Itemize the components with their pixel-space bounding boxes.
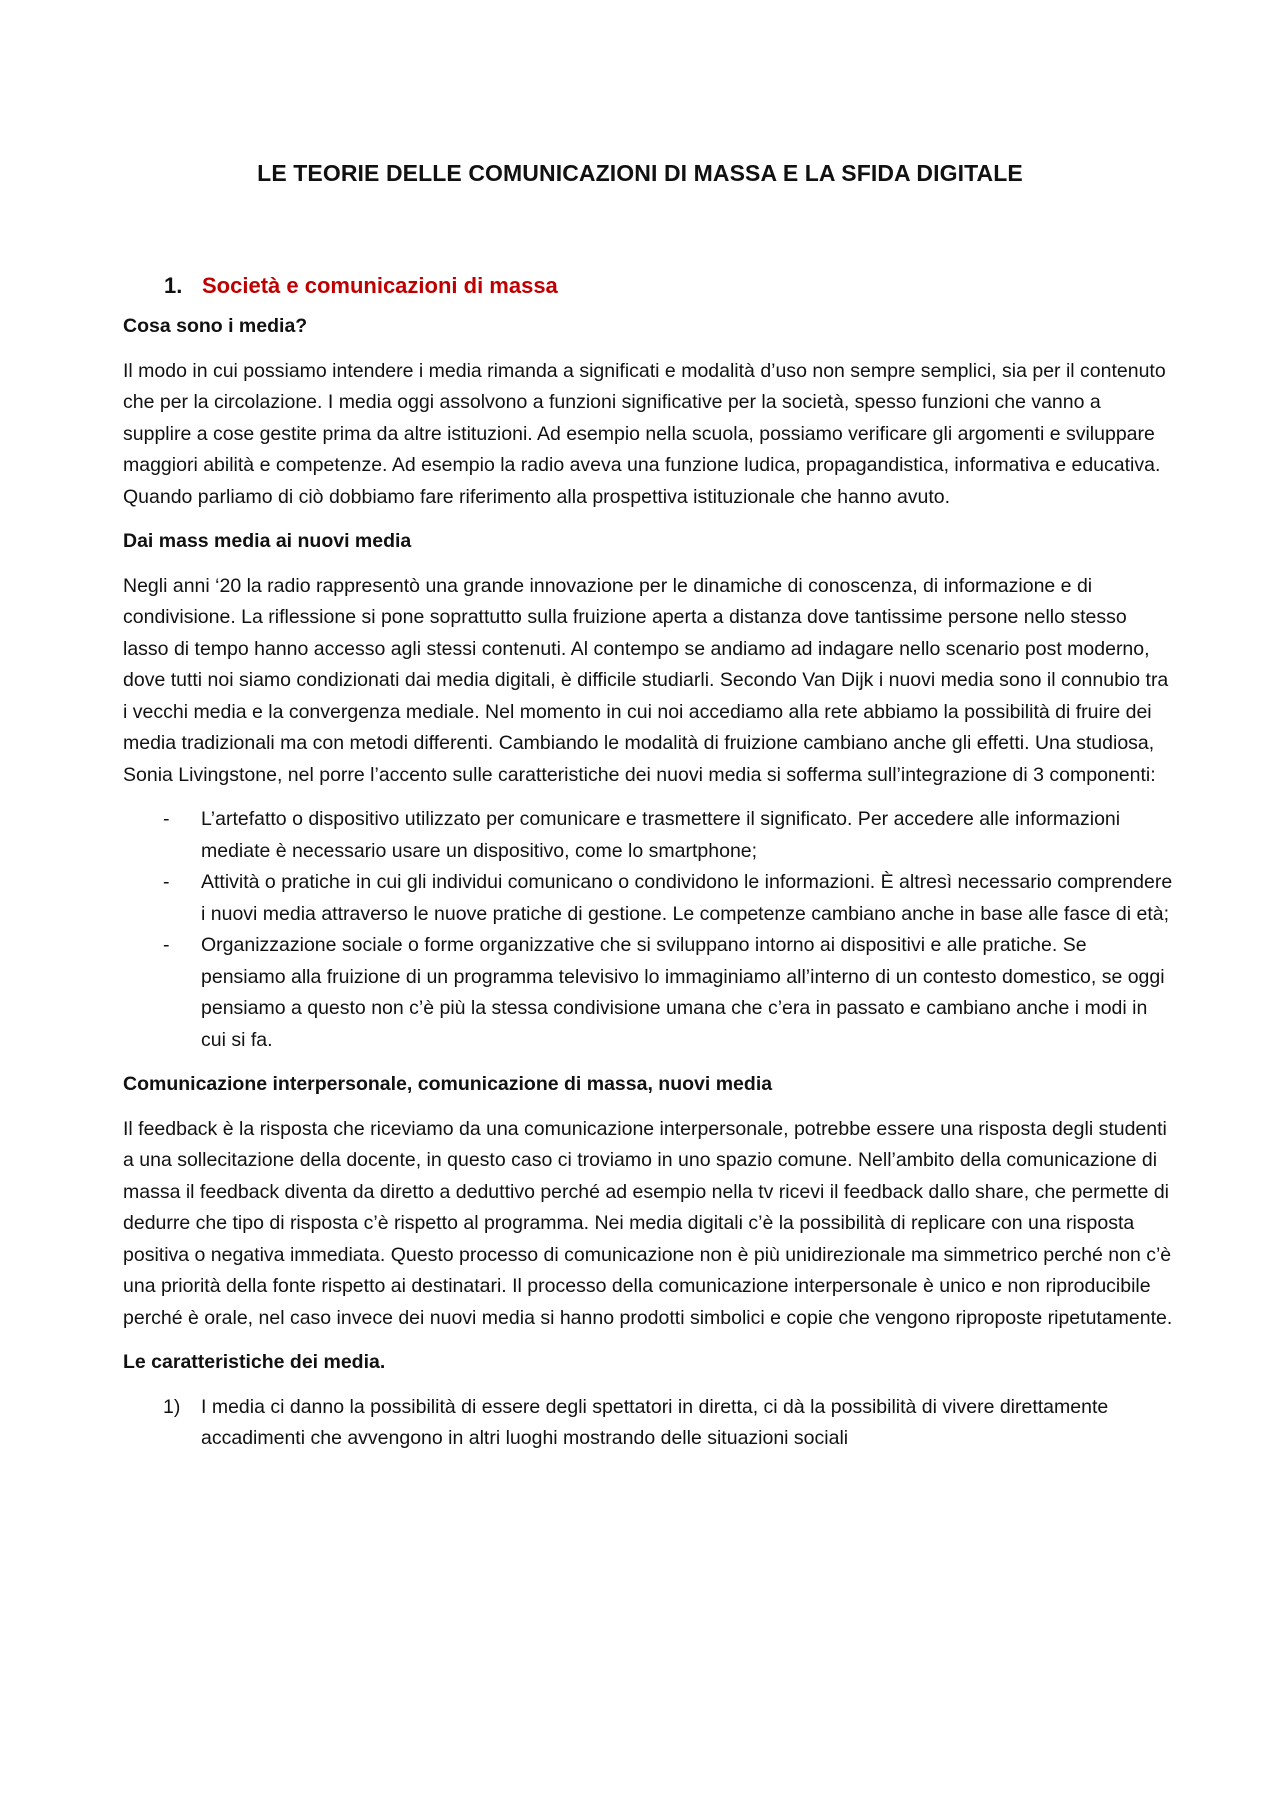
section-number: 1. (164, 273, 183, 298)
bullet-text: Attività o pratiche in cui gli individui comunicano o condividono le informazioni. È altresì necessario comprendere i nuovi media attraverso le nuove pratiche di gestione. Le competenze cambiano anche in base alle fasce di età; (201, 871, 1173, 925)
list-item (123, 930, 1173, 1056)
list-item (123, 867, 1173, 930)
paragraph-feedback: Il feedback è la risposta che riceviamo da una comunicazione interpersonale, potrebbe essere una risposta degli studenti a una sollecitazione della docente, in questo caso ci troviamo in uno spazio comune. Nell’ambito della comunicazione di massa il feedback diventa da diretto a deduttivo perché ad esempio nella tv ricevi il feedback dallo share, che permette di dedurre che tipo di risposta c’è rispetto al programma. Nei media digitali c’è la possibilità di replicare con una risposta positiva o negativa immediata. Questo processo di comunicazione non è più unidirezionale ma simmetrico perché non c’è una priorità della fonte rispetto ai destinatari. Il processo della comunicazione interpersonale è unico e non riproducibile perché è orale, nel caso invece dei nuovi media si hanno prodotti simbolici e copie che vengono riproposte ripetutamente. (123, 1117, 1173, 1329)
paragraph-media-intro: Il modo in cui possiamo intendere i media rimanda a significati e modalità d’uso non sempre semplici, sia per il contenuto che per la circolazione. I media oggi assolvono a funzioni significative per la società, spesso funzioni che vanno a supplire a cose gestite prima da altre istituzioni. Ad esempio nella scuola, possiamo verificare gli argomenti e sviluppare maggiori abilità e competenze. Ad esempio la radio aveva una funzione ludica, propagandistica, informativa e educativa. Quando parliamo di ciò dobbiamo fare riferimento alla prospettiva istituzionale che hanno avuto. (123, 359, 1166, 508)
section-heading (164, 270, 1173, 301)
components-bullet-list (123, 804, 1173, 1056)
bullet-text: L’artefatto o dispositivo utilizzato per comunicare e trasmettere il significato. Per accedere alle informazioni mediate è necessario usare un dispositivo, come lo smartphone; (201, 808, 1121, 862)
subheading-communication-types: Comunicazione interpersonale, comunicazione di massa, nuovi media (123, 1073, 773, 1095)
bullet-marker: - (163, 871, 170, 893)
numbered-text: I media ci danno la possibilità di essere degli spettatori in diretta, ci dà la possibilità di vivere direttamente accadimenti che avvengono in altri luoghi mostrando delle situazioni sociali (201, 1395, 1109, 1449)
subheading-what-are-media: Cosa sono i media? (123, 315, 308, 337)
section-title: Società e comunicazioni di massa (202, 273, 558, 298)
document-body (123, 270, 1173, 1455)
subheading-mass-to-new-media: Dai mass media ai nuovi media (123, 530, 412, 552)
list-item (123, 1392, 1173, 1455)
number-marker: 1) (163, 1395, 181, 1418)
subheading-media-features: Le caratteristiche dei media. (123, 1351, 386, 1373)
list-item (123, 804, 1173, 867)
document-title: LE TEORIE DELLE COMUNICAZIONI DI MASSA E LA SFIDA DIGITALE (257, 160, 1023, 186)
paragraph-mass-to-new-media: Negli anni ‘20 la radio rappresentò una grande innovazione per le dinamiche di conoscenza, di informazione e di condivisione. La riflessione si pone soprattutto sulla fruizione aperta a distanza dove tantissime persone nello stesso lasso di tempo hanno accesso agli stessi contenuti. Al contempo se andiamo ad indagare nello scenario post moderno, dove tutti noi siamo condizionati dai media digitali, è difficile studiarli. Secondo Van Dijk i nuovi media sono il connubio tra i vecchi media e la convergenza mediale. Nel momento in cui noi accediamo alla rete abbiamo la possibilità di fruire dei media tradizionali ma con metodi differenti. Cambiando le modalità di fruizione cambiano anche gli effetti. Una studiosa, Sonia Livingstone, nel porre l’accento sulle caratteristiche dei nuovi media si sofferma sull’integrazione di 3 componenti: (123, 574, 1169, 786)
bullet-marker: - (163, 934, 170, 956)
bullet-text: Organizzazione sociale o forme organizzative che si sviluppano intorno ai dispositivi e alle pratiche. Se pensiamo alla fruizione di un programma televisivo lo immaginiamo all’interno di un contesto domestico, se oggi pensiamo a questo non c’è più la stessa condivisione umana che c’era in passato e cambiano anche i modi in cui si fa. (201, 934, 1165, 1051)
features-numbered-list (123, 1392, 1173, 1455)
bullet-marker: - (163, 808, 170, 830)
